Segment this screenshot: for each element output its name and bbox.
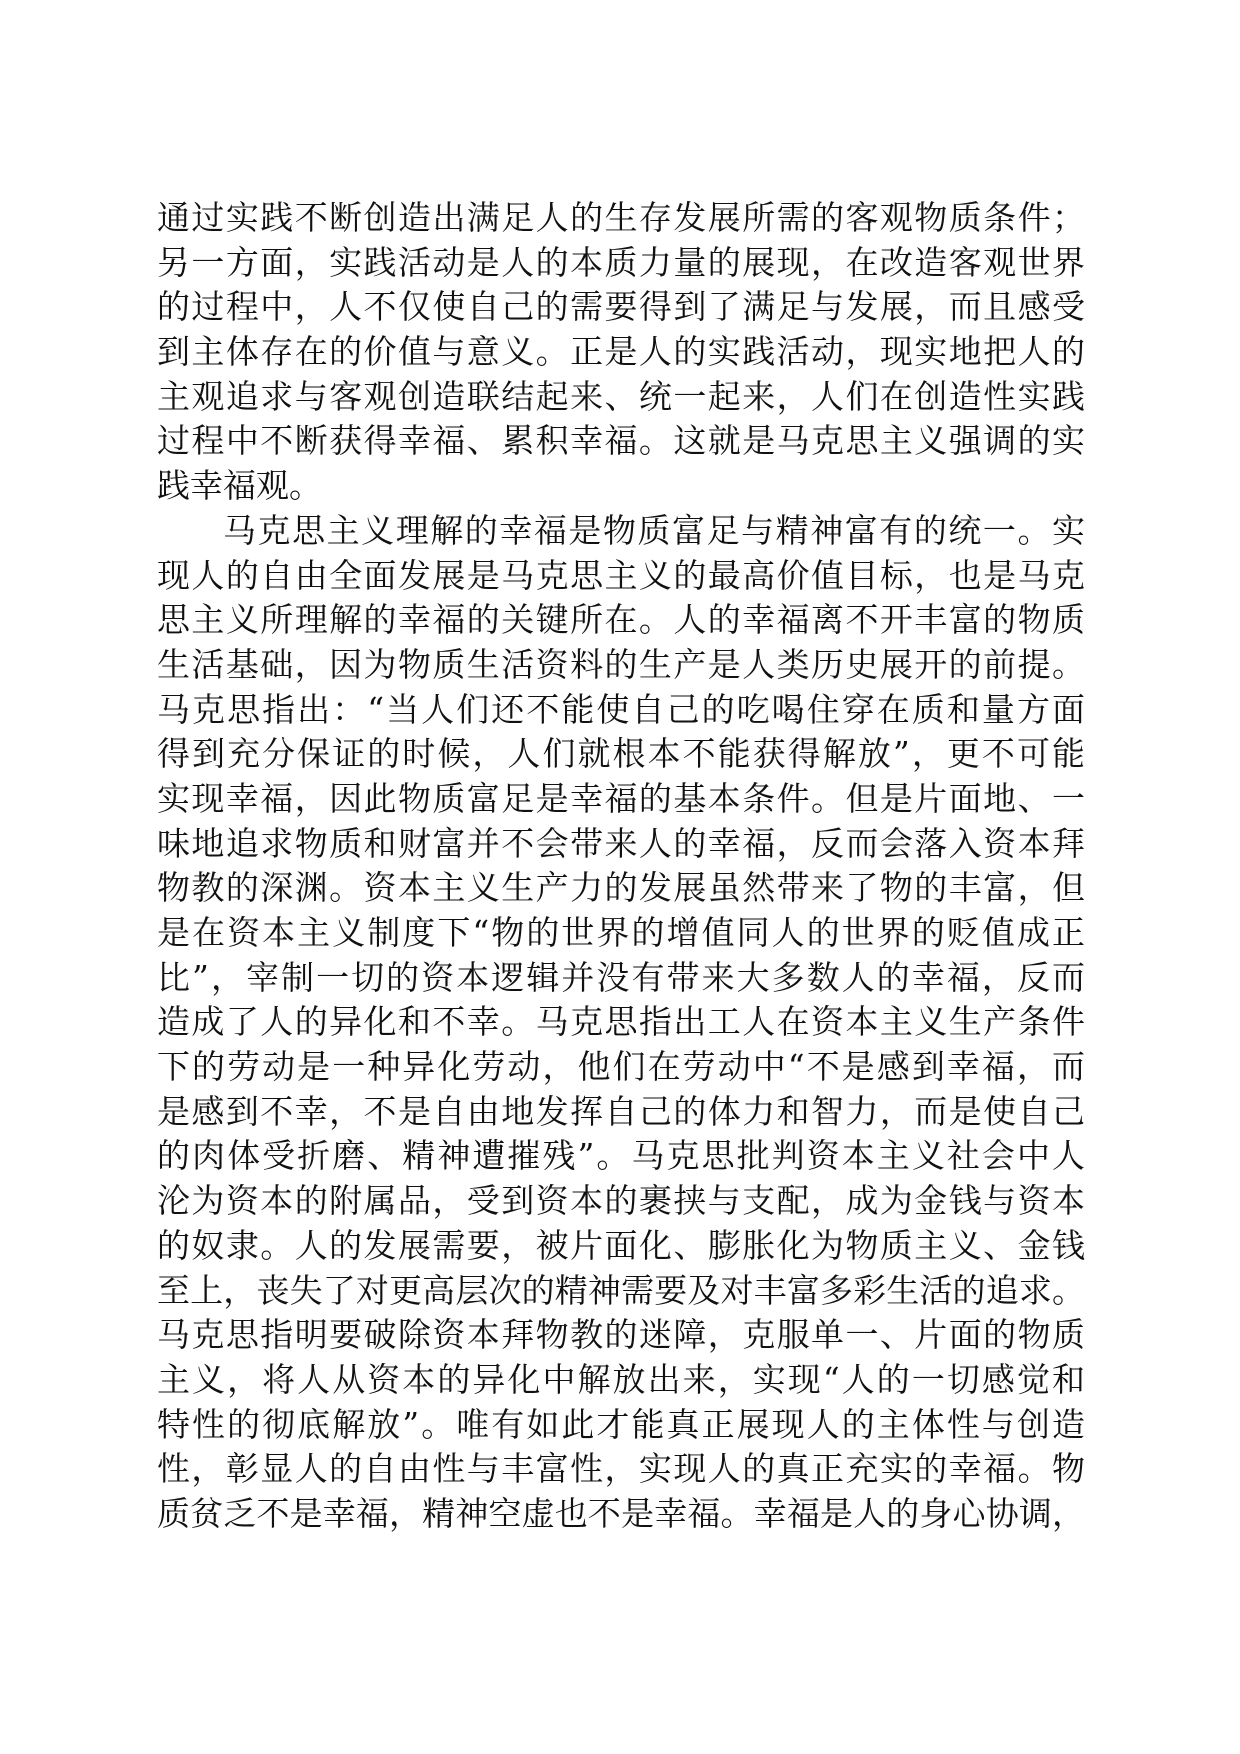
text-line: 味地追求物质和财富并不会带来人的幸福，反而会落入资本拜 [157, 823, 1085, 863]
text-line: 思主义所理解的幸福的关键所在。人的幸福离不开丰富的物质 [157, 600, 1085, 640]
text-line: 实现幸福，因此物质富足是幸福的基本条件。但是片面地、一 [157, 778, 1085, 818]
text-line: 主观追求与客观创造联结起来、统一起来，人们在创造性实践 [157, 376, 1085, 416]
text-line: 的肉体受折磨、精神遭摧残”。马克思批判资本主义社会中人 [157, 1136, 1085, 1176]
text-line: 过程中不断获得幸福、累积幸福。这就是马克思主义强调的实 [157, 421, 1085, 461]
text-line: 是感到不幸，不是自由地发挥自己的体力和智力，而是使自己 [157, 1091, 1085, 1131]
text-line: 的奴隶。人的发展需要，被片面化、膨胀化为物质主义、金钱 [157, 1225, 1085, 1265]
text-line: 另一方面，实践活动是人的本质力量的展现，在改造客观世界 [157, 242, 1085, 282]
text-line: 践幸福观。 [157, 466, 322, 506]
text-line: 是在资本主义制度下“物的世界的增值同人的世界的贬值成正 [157, 913, 1085, 952]
text-line: 造成了人的异化和不幸。马克思指出工人在资本主义生产条件 [157, 1002, 1085, 1042]
text-line: 特性的彻底解放”。唯有如此才能真正展现人的主体性与创造 [157, 1404, 1085, 1444]
text-line: 性，彰显人的自由性与丰富性，实现人的真正充实的幸福。物 [157, 1449, 1085, 1489]
text-line: 质贫乏不是幸福，精神空虚也不是幸福。幸福是人的身心协调， [157, 1493, 1085, 1533]
text-line: 主义，将人从资本的异化中解放出来，实现“人的一切感觉和 [157, 1359, 1085, 1399]
text-line: 通过实践不断创造出满足人的生存发展所需的客观物质条件； [157, 198, 1085, 237]
text-line: 比”，宰制一切的资本逻辑并没有带来大多数人的幸福，反而 [157, 957, 1085, 997]
text-line: 下的劳动是一种异化劳动，他们在劳动中“不是感到幸福，而 [157, 1047, 1085, 1087]
text-line: 至上，丧失了对更高层次的精神需要及对丰富多彩生活的追求。 [157, 1270, 1085, 1310]
text-line: 马克思指出：“当人们还不能使自己的吃喝住穿在质和量方面 [157, 689, 1085, 729]
text-line: 马克思指明要破除资本拜物教的迷障，克服单一、片面的物质 [157, 1315, 1085, 1355]
body-text [157, 196, 1085, 1537]
text-line: 到主体存在的价值与意义。正是人的实践活动，现实地把人的 [157, 332, 1085, 372]
text-line: 马克思主义理解的幸福是物质富足与精神富有的统一。实 [223, 510, 1085, 550]
text-line: 得到充分保证的时候，人们就根本不能获得解放”，更不可能 [157, 734, 1085, 774]
text-line: 生活基础，因为物质生活资料的生产是人类历史展开的前提。 [157, 644, 1085, 684]
text-line: 沦为资本的附属品，受到资本的裹挟与支配，成为金钱与资本 [157, 1181, 1085, 1221]
text-line: 现人的自由全面发展是马克思主义的最高价值目标，也是马克 [157, 555, 1085, 595]
text-line: 的过程中，人不仅使自己的需要得到了满足与发展，而且感受 [157, 287, 1085, 327]
text-line: 物教的深渊。资本主义生产力的发展虽然带来了物的丰富，但 [157, 868, 1085, 908]
